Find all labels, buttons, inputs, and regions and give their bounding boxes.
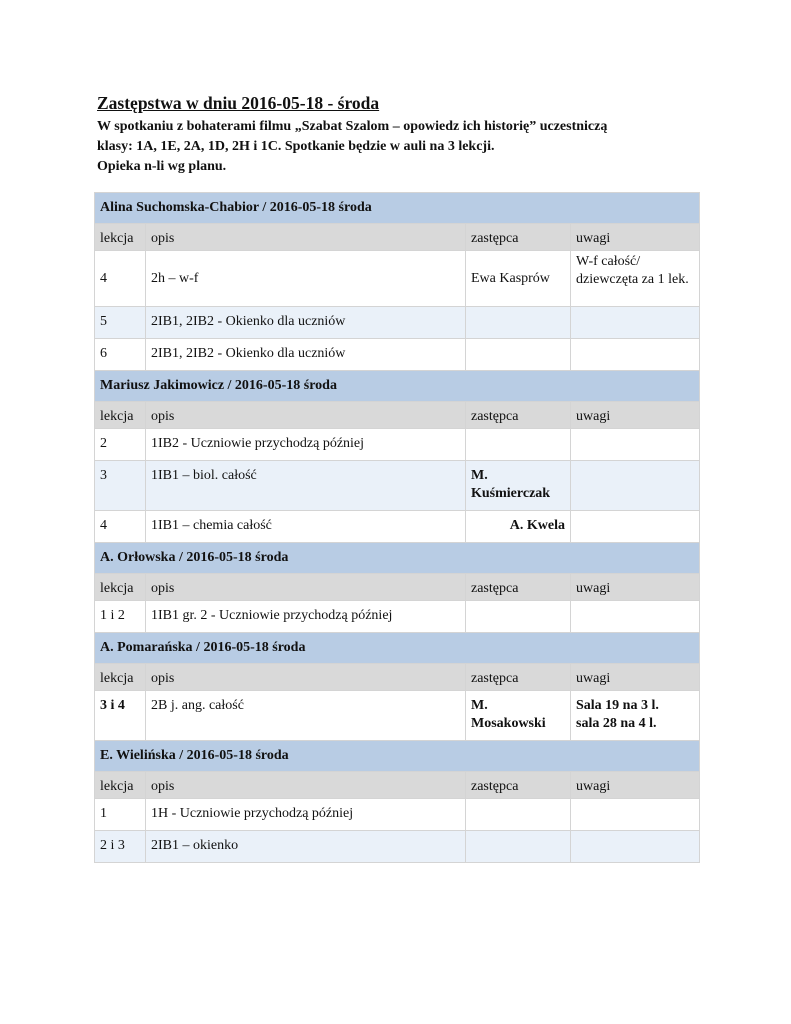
cell-opis: 2IB1 – okienko [146, 831, 466, 863]
cell-opis: 1IB2 - Uczniowie przychodzą później [146, 429, 466, 461]
uwagi-line: Sala 19 na 3 l. [576, 698, 659, 713]
header-lekcja: lekcja [95, 224, 146, 251]
cell-uwagi: W-f całość/ dziewczęta za 1 lek. [571, 251, 700, 307]
cell-uwagi [571, 799, 700, 831]
cell-lekcja: 3 [95, 461, 146, 511]
teacher-header-row [95, 741, 700, 772]
cell-zastepca [466, 601, 571, 633]
header-opis: opis [146, 574, 466, 601]
header-zastepca: zastępca [466, 224, 571, 251]
teacher-header-row [95, 633, 700, 664]
uwagi-line: sala 28 na 4 l. [576, 716, 657, 731]
cell-zastepca [466, 799, 571, 831]
table-row [95, 799, 700, 831]
cell-uwagi [571, 831, 700, 863]
cell-lekcja: 5 [95, 307, 146, 339]
cell-zastepca: M. Mosakowski [466, 691, 571, 741]
header-uwagi: uwagi [571, 402, 700, 429]
table-row [95, 429, 700, 461]
cell-lekcja: 1 i 2 [95, 601, 146, 633]
table-row [95, 831, 700, 863]
cell-zastepca: M. Kuśmierczak [466, 461, 571, 511]
header-uwagi: uwagi [571, 664, 700, 691]
intro-line: W spotkaniu z bohaterami filmu „Szabat Szalom – opowiedz ich historię” uczestniczą [97, 119, 608, 134]
cell-lekcja: 4 [95, 251, 146, 307]
header-zastepca: zastępca [466, 402, 571, 429]
cell-uwagi [571, 601, 700, 633]
cell-opis: 1IB1 – chemia całość [146, 511, 466, 543]
header-opis: opis [146, 402, 466, 429]
cell-opis: 1IB1 – biol. całość [146, 461, 466, 511]
cell-opis: 2IB1, 2IB2 - Okienko dla uczniów [146, 339, 466, 371]
header-lekcja: lekcja [95, 772, 146, 799]
table-row [95, 511, 700, 543]
teacher-name: A. Orłowska / 2016-05-18 środa [95, 543, 700, 574]
header-zastepca: zastępca [466, 574, 571, 601]
cell-uwagi [571, 461, 700, 511]
column-header-row [95, 664, 700, 691]
intro-line: klasy: 1A, 1E, 2A, 1D, 2H i 1C. Spotkanie będzie w auli na 3 lekcji. [97, 139, 495, 154]
cell-lekcja: 6 [95, 339, 146, 371]
teacher-name: A. Pomarańska / 2016-05-18 środa [95, 633, 700, 664]
cell-opis: 1IB1 gr. 2 - Uczniowie przychodzą później [146, 601, 466, 633]
cell-zastepca: Ewa Kasprów [466, 251, 571, 307]
header-lekcja: lekcja [95, 664, 146, 691]
column-header-row [95, 224, 700, 251]
table-row [95, 691, 700, 741]
table-row [95, 461, 700, 511]
cell-lekcja: 2 i 3 [95, 831, 146, 863]
cell-lekcja: 1 [95, 799, 146, 831]
table-row [95, 251, 700, 307]
cell-uwagi [571, 339, 700, 371]
header-uwagi: uwagi [571, 574, 700, 601]
header-lekcja: lekcja [95, 574, 146, 601]
teacher-name: Alina Suchomska-Chabior / 2016-05-18 środa [95, 193, 700, 224]
teacher-header-row [95, 371, 700, 402]
cell-uwagi [571, 691, 700, 741]
table-row [95, 339, 700, 371]
cell-lekcja: 2 [95, 429, 146, 461]
cell-uwagi [571, 429, 700, 461]
column-header-row [95, 772, 700, 799]
cell-zastepca [466, 429, 571, 461]
header-opis: opis [146, 664, 466, 691]
teacher-header-row [95, 193, 700, 224]
table-row [95, 601, 700, 633]
cell-opis: 2IB1, 2IB2 - Okienko dla uczniów [146, 307, 466, 339]
cell-zastepca [466, 339, 571, 371]
page-title: Zastępstwa w dniu 2016-05-18 - środa [97, 93, 380, 113]
cell-uwagi [571, 307, 700, 339]
cell-uwagi [571, 511, 700, 543]
cell-zastepca [466, 307, 571, 339]
intro-line: Opieka n-li wg planu. [97, 159, 227, 174]
intro-note [97, 117, 697, 177]
cell-zastepca [466, 831, 571, 863]
column-header-row [95, 402, 700, 429]
cell-zastepca: A. Kwela [466, 511, 571, 543]
substitutions-table [94, 192, 700, 863]
header-opis: opis [146, 772, 466, 799]
header-zastepca: zastępca [466, 772, 571, 799]
cell-lekcja: 4 [95, 511, 146, 543]
teacher-header-row [95, 543, 700, 574]
table-row [95, 307, 700, 339]
header-lekcja: lekcja [95, 402, 146, 429]
cell-opis: 1H - Uczniowie przychodzą później [146, 799, 466, 831]
cell-opis: 2h – w-f [146, 251, 466, 307]
cell-lekcja: 3 i 4 [95, 691, 146, 741]
teacher-name: E. Wielińska / 2016-05-18 środa [95, 741, 700, 772]
column-header-row [95, 574, 700, 601]
header-opis: opis [146, 224, 466, 251]
header-zastepca: zastępca [466, 664, 571, 691]
header-uwagi: uwagi [571, 772, 700, 799]
header-uwagi: uwagi [571, 224, 700, 251]
teacher-name: Mariusz Jakimowicz / 2016-05-18 środa [95, 371, 700, 402]
cell-opis: 2B j. ang. całość [146, 691, 466, 741]
